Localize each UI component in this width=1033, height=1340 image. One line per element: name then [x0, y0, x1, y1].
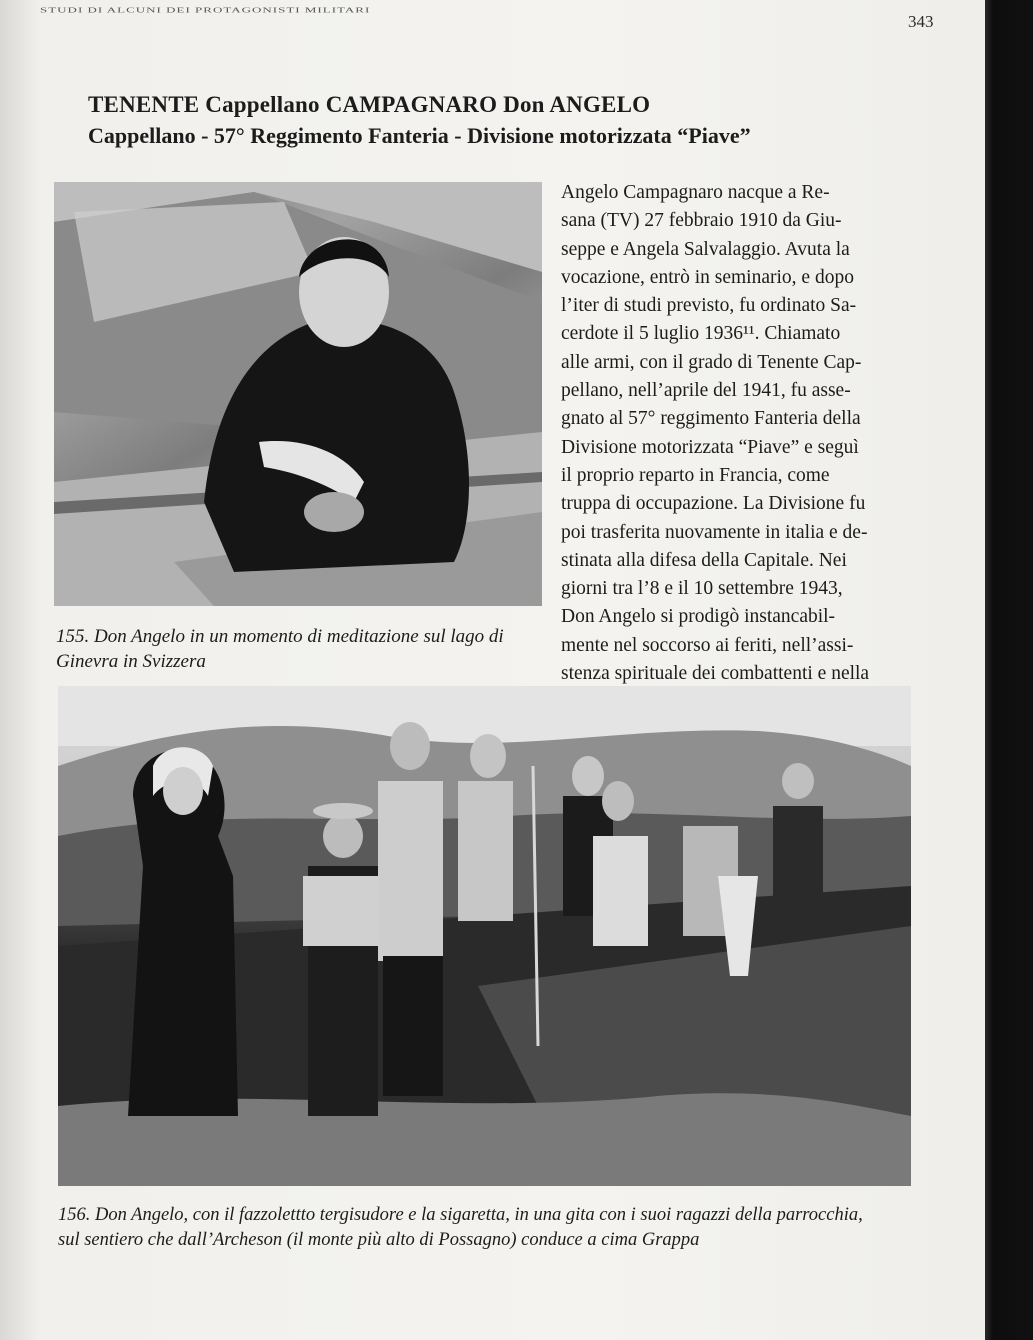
- text-line: poi trasferita nuovamente in italia e de-: [561, 521, 868, 543]
- caption-155-line: 155. Don Angelo in un momento di meditazione sul lago di: [56, 626, 504, 647]
- text-line: l’iter di studi previsto, fu ordinato Sa-: [561, 295, 857, 317]
- caption-156-line: sul sentiero che dall’Archeson (il monte più alto di Possagno) conduce a cima Grappa: [58, 1230, 700, 1250]
- photo-don-angelo-meditation: [54, 182, 542, 606]
- biography-text: [561, 179, 915, 688]
- page-title: TENENTE Cappellano CAMPAGNARO Don ANGELO: [88, 92, 651, 117]
- caption-figure-156: [58, 1203, 928, 1253]
- text-line: gnato al 57° reggimento Fanteria della: [561, 408, 861, 430]
- text-line: cerdote il 5 luglio 1936¹¹. Chiamato: [561, 323, 841, 345]
- photo-parish-hike: [58, 686, 911, 1186]
- text-line: Don Angelo si prodigò instancabil-: [561, 606, 836, 628]
- caption-156-line: 156. Don Angelo, con il fazzolettto tergisudore e la sigaretta, in una gita con i suoi ragazzi della parrocchia,: [58, 1205, 863, 1225]
- text-line: giorni tra l’8 e il 10 settembre 1943,: [561, 578, 843, 600]
- running-head: STUDI DI ALCUNI DEI PROTAGONISTI MILITARI: [40, 6, 371, 15]
- text-line: stinata alla difesa della Capitale. Nei: [561, 549, 847, 571]
- page-number: 343: [908, 12, 934, 31]
- text-line: Angelo Campagnaro nacque a Re-: [561, 182, 830, 203]
- caption-figure-155: [56, 624, 546, 674]
- text-line: truppa di occupazione. La Divisione fu: [561, 493, 866, 515]
- text-line: il proprio reparto in Francia, come: [561, 464, 830, 486]
- text-line: stenza spirituale dei combattenti e nella: [561, 663, 870, 685]
- book-gutter-shadow: [985, 0, 1033, 1340]
- page-subtitle: Cappellano - 57° Reggimento Fanteria - Divisione motorizzata “Piave”: [88, 123, 751, 148]
- caption-155-line: Ginevra in Svizzera: [56, 651, 206, 672]
- text-line: seppe e Angela Salvalaggio. Avuta la: [561, 238, 850, 260]
- photo-155-image: [54, 182, 542, 606]
- text-line: alle armi, con il grado di Tenente Cap-: [561, 351, 862, 373]
- text-line: Divisione motorizzata “Piave” e seguì: [561, 436, 859, 458]
- photo-156-image: [58, 686, 911, 1186]
- text-line: sana (TV) 27 febbraio 1910 da Giu-: [561, 210, 842, 232]
- text-line: vocazione, entrò in seminario, e dopo: [561, 266, 854, 288]
- text-line: mente nel soccorso ai feriti, nell’assi-: [561, 634, 854, 656]
- text-line: pellano, nell’aprile del 1941, fu asse-: [561, 380, 851, 402]
